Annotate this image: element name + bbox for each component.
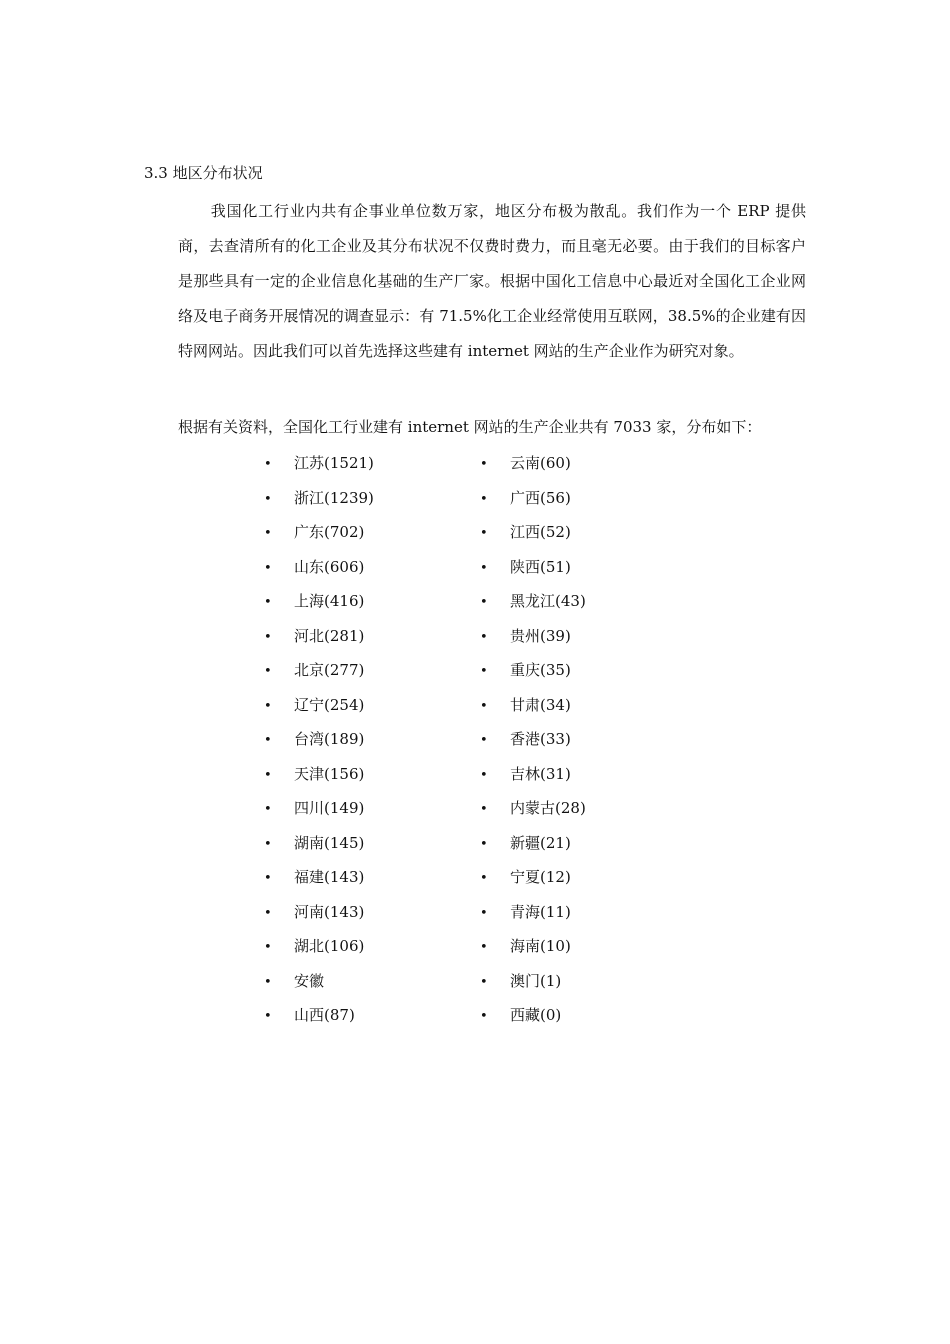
bullet-icon: • <box>480 836 488 852</box>
region-label: 山西(87) <box>294 1006 355 1024</box>
bullet-icon: • <box>480 491 488 507</box>
list-item <box>480 619 586 654</box>
bullet-icon: • <box>264 595 272 610</box>
list-item <box>264 860 374 895</box>
region-label: 宁夏(12) <box>510 868 571 886</box>
region-label: 台湾(189) <box>294 730 365 748</box>
region-label: 广西(56) <box>510 488 571 507</box>
region-label: 贵州(39) <box>510 626 571 645</box>
bullet-icon: • <box>480 457 488 472</box>
list-item <box>264 757 374 792</box>
bullet-icon: • <box>264 940 272 955</box>
list-item <box>480 964 586 999</box>
list-item <box>264 550 374 585</box>
list-item <box>480 653 586 688</box>
region-label: 河南(143) <box>294 902 365 921</box>
bullet-icon: • <box>480 698 488 714</box>
region-label: 内蒙古(28) <box>510 799 586 817</box>
list-intro: 根据有关资料，全国化工行业建有 internet 网站的生产企业共有 7033 家，分布如下： <box>178 418 762 436</box>
region-label: 湖北(106) <box>294 937 365 955</box>
bullet-icon: • <box>264 767 272 783</box>
list-item <box>480 826 586 861</box>
section-heading: 3.3 地区分布状况 <box>144 164 263 182</box>
region-list-right <box>480 446 586 1033</box>
bullet-icon: • <box>264 905 272 921</box>
list-item <box>480 688 586 723</box>
region-label: 甘肃(34) <box>510 695 571 714</box>
region-label: 湖南(145) <box>294 833 365 852</box>
bullet-icon: • <box>480 733 488 748</box>
bullet-icon: • <box>264 1009 272 1024</box>
list-item <box>480 929 586 964</box>
list-item <box>480 791 586 826</box>
region-label: 北京(277) <box>294 661 365 679</box>
bullet-icon: • <box>264 629 272 645</box>
region-label: 重庆(35) <box>510 661 571 679</box>
bullet-icon: • <box>264 457 272 472</box>
list-item <box>264 584 374 619</box>
bullet-icon: • <box>480 1009 488 1024</box>
region-label: 辽宁(254) <box>294 695 365 714</box>
list-item <box>264 688 374 723</box>
bullet-icon: • <box>480 767 488 783</box>
list-item <box>264 481 374 516</box>
bullet-icon: • <box>264 664 272 679</box>
region-label: 广东(702) <box>294 523 365 541</box>
list-item <box>480 515 586 550</box>
list-item <box>480 998 586 1033</box>
bullet-icon: • <box>264 802 272 817</box>
bullet-icon: • <box>264 836 272 852</box>
list-item <box>264 895 374 930</box>
region-label: 江西(52) <box>510 523 571 541</box>
region-label: 云南(60) <box>510 454 571 472</box>
bullet-icon: • <box>264 698 272 714</box>
bullet-icon: • <box>480 871 488 886</box>
list-item <box>480 895 586 930</box>
bullet-icon: • <box>480 940 488 955</box>
list-item <box>480 446 586 481</box>
region-label: 上海(416) <box>294 592 365 610</box>
bullet-icon: • <box>264 560 272 576</box>
region-label: 福建(143) <box>294 868 365 886</box>
bullet-icon: • <box>480 974 488 990</box>
list-item <box>264 653 374 688</box>
bullet-icon: • <box>264 974 272 990</box>
region-label: 浙江(1239) <box>294 488 374 507</box>
region-label: 吉林(31) <box>510 764 571 783</box>
bullet-icon: • <box>480 560 488 576</box>
bullet-icon: • <box>264 733 272 748</box>
list-item <box>480 550 586 585</box>
bullet-icon: • <box>480 664 488 679</box>
bullet-icon: • <box>264 526 272 541</box>
list-item <box>480 584 586 619</box>
bullet-icon: • <box>480 629 488 645</box>
list-item <box>264 446 374 481</box>
list-item <box>264 929 374 964</box>
region-list-left <box>264 446 374 1033</box>
region-label: 天津(156) <box>294 764 365 783</box>
list-item <box>480 722 586 757</box>
region-label: 海南(10) <box>510 937 571 955</box>
region-label: 香港(33) <box>510 730 571 748</box>
region-label: 山东(606) <box>294 557 365 576</box>
region-label: 安徽 <box>294 971 325 990</box>
region-label: 四川(149) <box>294 799 365 817</box>
bullet-icon: • <box>264 871 272 886</box>
region-label: 新疆(21) <box>510 833 571 852</box>
bullet-icon: • <box>480 526 488 541</box>
list-item <box>264 619 374 654</box>
bullet-icon: • <box>480 905 488 921</box>
region-label: 青海(11) <box>510 902 571 921</box>
region-label: 西藏(0) <box>510 1006 562 1024</box>
list-item <box>264 826 374 861</box>
list-item <box>480 860 586 895</box>
paragraph-text: 我国化工行业内共有企事业单位数万家，地区分布极为散乱。我们作为一个 ERP 提供商，去查清所有的化工企业及其分布状况不仅费时费力，而且毫无必要。由于我们的目标客户是那些具有一定的企业信息化基础的生产厂家。根据中国化工信息中心最近对全国化工企业网络及电子商务开展情况的调查显示：有 71.5%化工企业经常使用互联网，38.5%的企业建有因特网网站。因此我们可以首先选择这些建有 internet 网站的生产企业作为研究对象。 <box>178 202 806 360</box>
list-item <box>264 964 374 999</box>
body-paragraph <box>178 194 806 369</box>
list-item <box>264 791 374 826</box>
bullet-icon: • <box>264 491 272 507</box>
list-item <box>264 998 374 1033</box>
list-item <box>264 515 374 550</box>
list-item <box>480 481 586 516</box>
list-item <box>264 722 374 757</box>
region-label: 黑龙江(43) <box>510 592 586 610</box>
region-label: 陕西(51) <box>510 557 571 576</box>
bullet-icon: • <box>480 802 488 817</box>
region-label: 河北(281) <box>294 626 365 645</box>
region-label: 江苏(1521) <box>294 454 374 472</box>
region-label: 澳门(1) <box>510 971 562 990</box>
list-item <box>480 757 586 792</box>
bullet-icon: • <box>480 595 488 610</box>
